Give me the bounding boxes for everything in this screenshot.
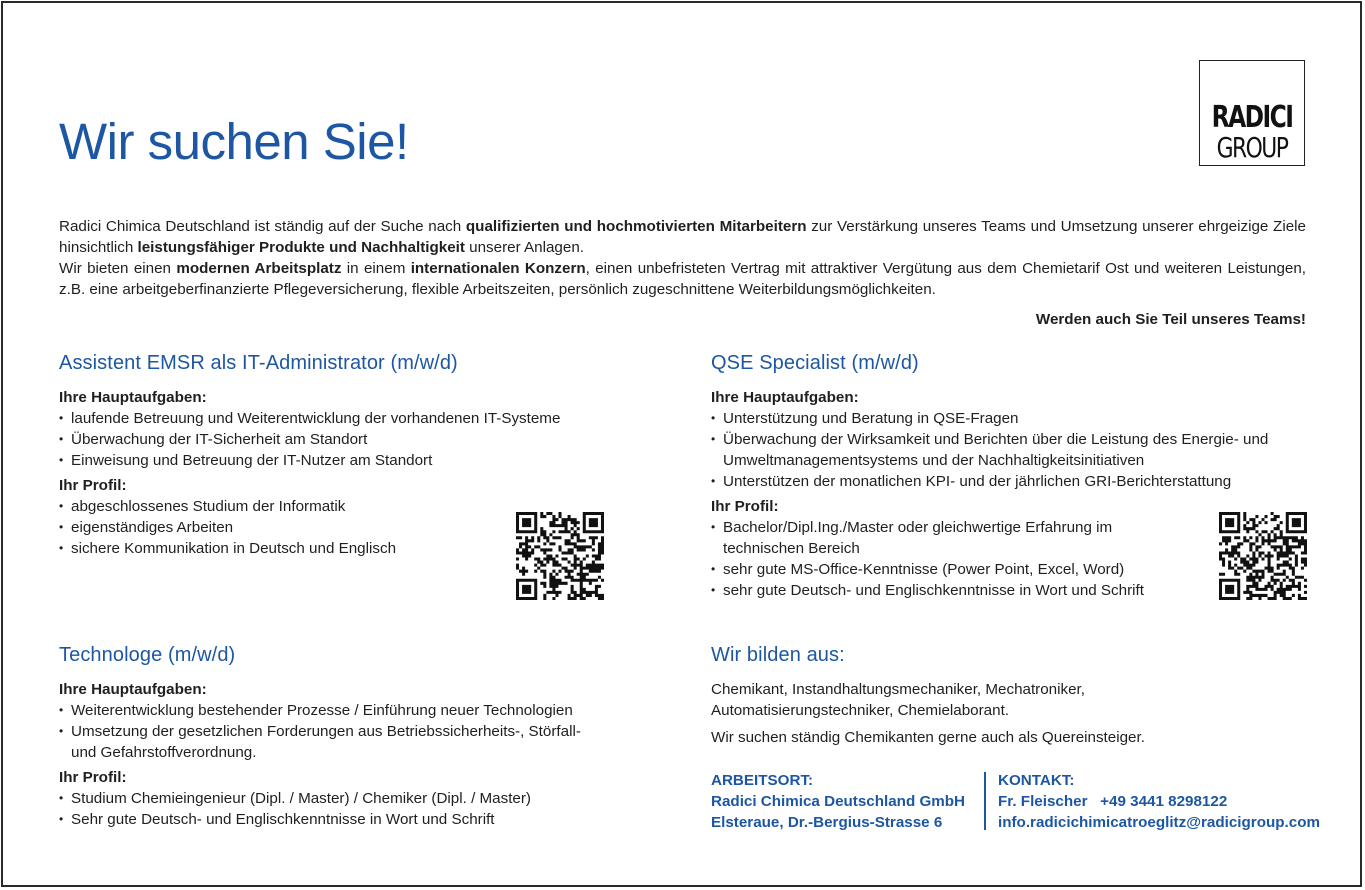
tasks-list [711, 408, 1293, 492]
workplace-label: ARBEITSORT: [711, 772, 814, 789]
job-title: Technologe (m/w/d) [59, 644, 236, 666]
contact-email[interactable]: info.radicichimicatroeglitz@radicigroup.com [998, 814, 1320, 831]
workplace-company: Radici Chimica Deutschland GmbH [711, 793, 966, 810]
qr-code-qse[interactable] [1219, 512, 1307, 600]
intro-text-span: , einen unbefristeten Vertrag mit attraktiver Vergütung aus dem Chemietarif Ost und weiteren Leistungen, z.B. eine arbeitgeberfinanzierte Pflegeversicherung, flexible Arbeitszeiten, persönlich zugeschnittene Weiterbildungsmöglichkeiten. [59, 260, 1307, 298]
intro-paragraph-2 [59, 258, 1306, 300]
intro-text [59, 216, 1306, 300]
training-note: Wir suchen ständig Chemikanten gerne auch als Quereinsteiger. [711, 729, 1145, 746]
job-title: QSE Specialist (m/w/d) [711, 352, 919, 374]
join-team-callout: Werden auch Sie Teil unseres Teams! [1035, 311, 1306, 328]
profile-label: Ihr Profil: [711, 498, 779, 515]
intro-bold-span: modernen Arbeitsplatz [176, 260, 342, 277]
tasks-label: Ihre Hauptaufgaben: [711, 389, 859, 406]
intro-bold-span: qualifizierten und hochmotivierten Mitarbeitern [465, 218, 807, 235]
page-title: Wir suchen Sie! [59, 113, 409, 170]
profile-list [711, 517, 1181, 601]
list-item: • sehr gute Deutsch- und Englischkenntnisse in Wort und Schrift [711, 580, 1181, 601]
tasks-label: Ihre Hauptaufgaben: [59, 681, 207, 698]
tasks-label: Ihre Hauptaufgaben: [59, 389, 207, 406]
list-item: • Überwachung der Wirksamkeit und Berichten über die Leistung des Energie- und Umweltmanagementsystems und der Nachhaltigkeitsinitiativen [711, 429, 1293, 471]
training-section [711, 644, 1301, 748]
list-item: • Einweisung und Betreuung der IT-Nutzer am Standort [59, 450, 659, 471]
training-title: Wir bilden aus: [711, 644, 845, 666]
job-technologe [59, 644, 659, 834]
list-item: • Umsetzung der gesetzlichen Forderungen aus Betriebssicherheits-, Störfall- und Gefahrstoffverordnung. [59, 721, 599, 763]
qr-code-emsr[interactable] [516, 512, 604, 600]
intro-text-span: zur Verstärkung unseres Teams und Umsetzung unserer ehrgeizige Ziele hinsichtlich [59, 218, 1306, 256]
intro-bold-span: internationalen Konzern [410, 260, 586, 277]
profile-list [59, 788, 659, 830]
job-qse [711, 352, 1293, 605]
logo-line-2: GROUP [1216, 131, 1288, 164]
list-item: • eigenständiges Arbeiten [59, 517, 659, 538]
list-item: • Unterstützung und Beratung in QSE-Fragen [711, 408, 1293, 429]
intro-bold-span: leistungsfähiger Produkte und Nachhaltigkeit [137, 239, 465, 256]
contact-block [998, 770, 1320, 833]
list-item: • sehr gute MS-Office-Kenntnisse (Power Point, Excel, Word) [711, 559, 1181, 580]
tasks-list [59, 700, 599, 763]
profile-label: Ihr Profil: [59, 477, 127, 494]
tasks-list [59, 408, 659, 471]
list-item: • Überwachung der IT-Sicherheit am Standort [59, 429, 659, 450]
contact-line [998, 791, 1320, 812]
list-item: • laufende Betreuung und Weiterentwicklung der vorhandenen IT-Systeme [59, 408, 659, 429]
list-item: • sichere Kommunikation in Deutsch und Englisch [59, 538, 659, 559]
contact-label: KONTAKT: [998, 772, 1075, 789]
intro-text-span: Radici Chimica Deutschland ist ständig auf der Suche nach [59, 218, 466, 235]
list-item: • Unterstützen der monatlichen KPI- und der jährlichen GRI-Berichterstattung [711, 471, 1293, 492]
list-item: • Weiterentwicklung bestehender Prozesse / Einführung neuer Technologien [59, 700, 599, 721]
training-line: Chemikant, Instandhaltungsmechaniker, Mechatroniker, [711, 681, 1085, 698]
list-item: • Sehr gute Deutsch- und Englischkenntnisse in Wort und Schrift [59, 809, 659, 830]
logo-line-1: RADICI [1211, 100, 1293, 135]
intro-paragraph-1 [59, 216, 1306, 258]
intro-text-span: unserer Anlagen. [464, 239, 584, 256]
contact-divider [984, 772, 986, 830]
workplace-block [711, 770, 965, 833]
intro-text-span: Wir bieten einen [59, 260, 177, 277]
list-item: • Bachelor/Dipl.Ing./Master oder gleichwertige Erfahrung im technischen Bereich [711, 517, 1181, 559]
list-item: • abgeschlossenes Studium der Informatik [59, 496, 659, 517]
contact-phone[interactable]: +49 3441 8298122 [1100, 793, 1228, 810]
intro-text-span: in einem [341, 260, 411, 277]
training-line: Automatisierungstechniker, Chemielaborant. [711, 702, 1010, 719]
job-title: Assistent EMSR als IT-Administrator (m/w/d) [59, 352, 458, 374]
workplace-address: Elsteraue, Dr.-Bergius-Strasse 6 [711, 814, 943, 831]
radici-group-logo [1199, 60, 1305, 166]
contact-name: Fr. Fleischer [998, 793, 1088, 810]
list-item: • Studium Chemieingenieur (Dipl. / Master) / Chemiker (Dipl. / Master) [59, 788, 659, 809]
profile-label: Ihr Profil: [59, 769, 127, 786]
